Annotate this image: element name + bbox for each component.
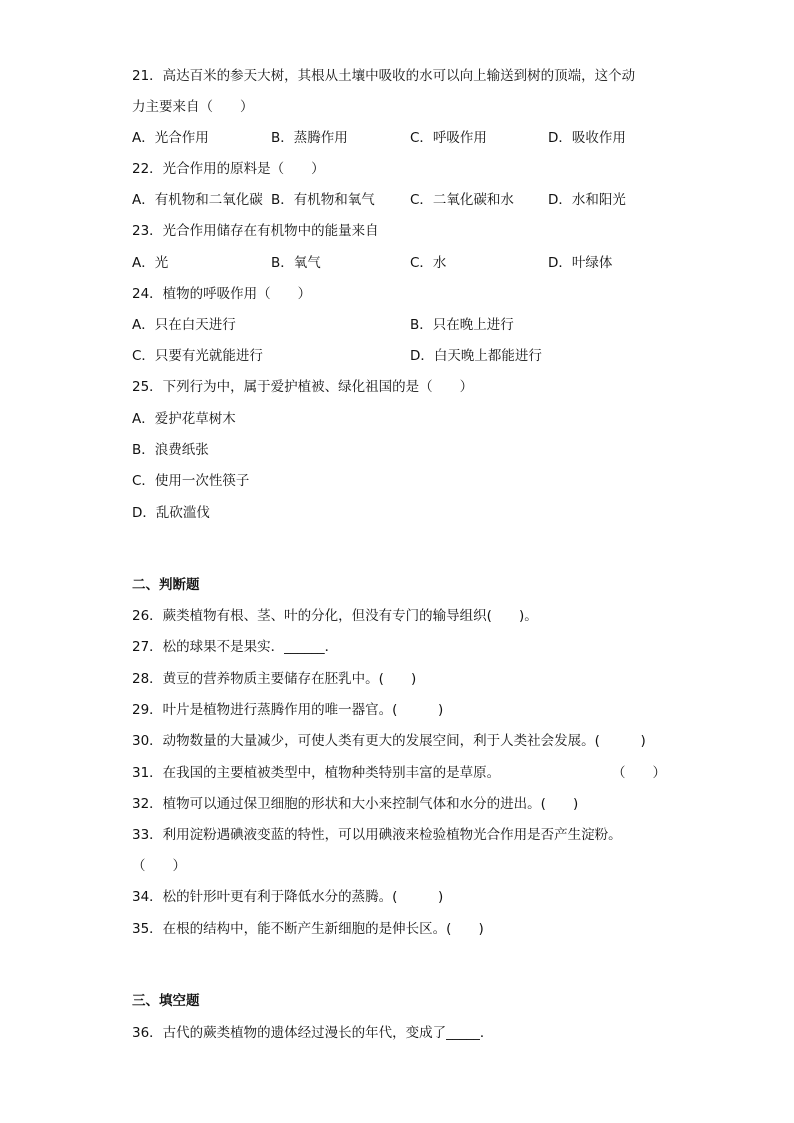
question-21-option-d: D．吸收作用 xyxy=(548,130,626,146)
question-21-stem-line1: 21．高达百米的参天大树，其根从土壤中吸收的水可以向上输送到树的顶端，这个动 xyxy=(132,68,636,84)
question-21-option-c: C．呼吸作用 xyxy=(410,130,487,146)
question-23-option-b: B．氧气 xyxy=(271,255,321,271)
question-24-option-a: A．只在白天进行 xyxy=(132,317,236,333)
question-31-answer-blank: （ ） xyxy=(612,765,666,781)
question-33: 33．利用淀粉遇碘液变蓝的特性，可以用碘液来检验植物光合作用是否产生淀粉。 xyxy=(132,827,622,843)
question-28: 28．黄豆的营养物质主要储存在胚乳中。( ) xyxy=(132,671,417,687)
question-25-option-d: D．乱砍滥伐 xyxy=(132,505,210,521)
question-25-option-a: A．爱护花草树木 xyxy=(132,411,236,427)
question-27: 27．松的球果不是果实．______． xyxy=(132,639,339,655)
question-29: 29．叶片是植物进行蒸腾作用的唯一器官。( ) xyxy=(132,702,444,718)
question-24-option-b: B．只在晚上进行 xyxy=(410,317,514,333)
question-33-answer-blank: （ ） xyxy=(132,858,186,874)
question-30: 30．动物数量的大量减少，可使人类有更大的发展空间，利于人类社会发展。( ) xyxy=(132,733,646,749)
question-25-option-c: C．使用一次性筷子 xyxy=(132,473,250,489)
question-31: 31．在我国的主要植被类型中，植物种类特别丰富的是草原。 xyxy=(132,765,501,781)
question-24-stem: 24．植物的呼吸作用（ ） xyxy=(132,286,312,302)
question-32: 32．植物可以通过保卫细胞的形状和大小来控制气体和水分的进出。( ) xyxy=(132,796,579,812)
question-21-stem-line2: 力主要来自（ ） xyxy=(132,99,254,115)
question-22-option-a: A．有机物和二氧化碳 xyxy=(132,192,263,208)
question-23-option-d: D．叶绿体 xyxy=(548,255,613,271)
question-25-option-b: B．浪费纸张 xyxy=(132,442,209,458)
question-22-stem: 22．光合作用的原料是（ ） xyxy=(132,161,325,177)
question-22-option-b: B．有机物和氧气 xyxy=(271,192,375,208)
question-34: 34．松的针形叶更有利于降低水分的蒸腾。( ) xyxy=(132,889,444,905)
question-26: 26．蕨类植物有根、茎、叶的分化，但没有专门的输导组织( )。 xyxy=(132,608,538,624)
question-21-option-b: B．蒸腾作用 xyxy=(271,130,348,146)
question-24-option-d: D．白天晚上都能进行 xyxy=(410,348,542,364)
question-23-stem: 23．光合作用储存在有机物中的能量来自 xyxy=(132,223,379,239)
question-22-option-d: D．水和阳光 xyxy=(548,192,626,208)
section-3-title: 三、填空题 xyxy=(132,993,200,1009)
question-21-option-a: A．光合作用 xyxy=(132,130,209,146)
question-23-option-c: C．水 xyxy=(410,255,447,271)
question-25-stem: 25．下列行为中，属于爱护植被、绿化祖国的是（ ） xyxy=(132,379,474,395)
question-23-option-a: A．光 xyxy=(132,255,169,271)
section-2-title: 二、判断题 xyxy=(132,577,200,593)
question-36: 36．古代的蕨类植物的遗体经过漫长的年代，变成了_____． xyxy=(132,1025,494,1041)
question-22-option-c: C．二氧化碳和水 xyxy=(410,192,514,208)
question-24-option-c: C．只要有光就能进行 xyxy=(132,348,263,364)
question-35: 35．在根的结构中，能不断产生新细胞的是伸长区。( ) xyxy=(132,921,484,937)
